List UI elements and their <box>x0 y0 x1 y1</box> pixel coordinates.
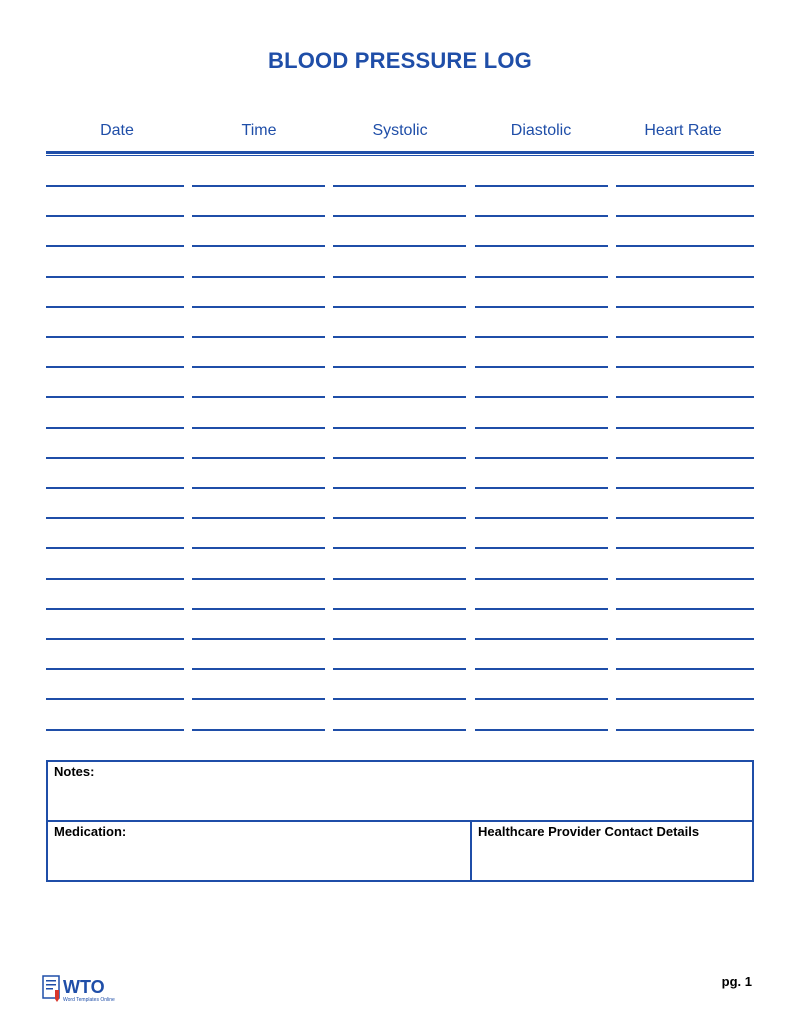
entry-line-heart-rate[interactable] <box>616 578 754 580</box>
document-icon <box>43 976 59 1002</box>
entry-line-systolic[interactable] <box>333 517 466 519</box>
column-header-date: Date <box>100 122 134 139</box>
entry-line-time[interactable] <box>192 185 325 187</box>
entry-line-date[interactable] <box>46 366 184 368</box>
entry-line-date[interactable] <box>46 427 184 429</box>
entry-line-date[interactable] <box>46 306 184 308</box>
entry-line-diastolic[interactable] <box>475 215 608 217</box>
entry-line-diastolic[interactable] <box>475 457 608 459</box>
entry-line-diastolic[interactable] <box>475 396 608 398</box>
entry-line-time[interactable] <box>192 427 325 429</box>
entry-line-date[interactable] <box>46 185 184 187</box>
entry-line-time[interactable] <box>192 396 325 398</box>
medication-label: Medication: <box>54 824 127 839</box>
entry-line-heart-rate[interactable] <box>616 185 754 187</box>
entry-line-heart-rate[interactable] <box>616 245 754 247</box>
entry-line-date[interactable] <box>46 457 184 459</box>
entry-line-time[interactable] <box>192 547 325 549</box>
column-header-time: Time <box>241 122 277 139</box>
column-header-diastolic: Diastolic <box>510 122 572 139</box>
entry-line-date[interactable] <box>46 215 184 217</box>
entry-line-diastolic[interactable] <box>475 366 608 368</box>
entry-line-diastolic[interactable] <box>475 729 608 731</box>
entry-line-time[interactable] <box>192 336 325 338</box>
notes-label: Notes: <box>54 764 95 779</box>
entry-line-diastolic[interactable] <box>475 668 608 670</box>
entry-line-systolic[interactable] <box>333 638 466 640</box>
entry-line-time[interactable] <box>192 276 325 278</box>
entry-line-date[interactable] <box>46 517 184 519</box>
entry-line-systolic[interactable] <box>333 245 466 247</box>
entry-line-systolic[interactable] <box>333 396 466 398</box>
entry-line-date[interactable] <box>46 276 184 278</box>
entry-line-systolic[interactable] <box>333 336 466 338</box>
entry-line-time[interactable] <box>192 578 325 580</box>
entry-line-diastolic[interactable] <box>475 547 608 549</box>
entry-line-systolic[interactable] <box>333 668 466 670</box>
entry-line-systolic[interactable] <box>333 306 466 308</box>
entry-line-heart-rate[interactable] <box>616 698 754 700</box>
entry-line-systolic[interactable] <box>333 185 466 187</box>
logo-text: WTO <box>63 977 105 997</box>
entry-line-heart-rate[interactable] <box>616 366 754 368</box>
page-title: BLOOD PRESSURE LOG <box>268 48 532 73</box>
entry-line-systolic[interactable] <box>333 276 466 278</box>
entry-line-systolic[interactable] <box>333 487 466 489</box>
entry-line-time[interactable] <box>192 457 325 459</box>
entry-line-heart-rate[interactable] <box>616 215 754 217</box>
entry-line-heart-rate[interactable] <box>616 729 754 731</box>
entry-line-time[interactable] <box>192 608 325 610</box>
entry-line-diastolic[interactable] <box>475 638 608 640</box>
entry-line-systolic[interactable] <box>333 729 466 731</box>
entry-line-diastolic[interactable] <box>475 427 608 429</box>
entry-line-diastolic[interactable] <box>475 245 608 247</box>
entry-line-time[interactable] <box>192 698 325 700</box>
entry-line-systolic[interactable] <box>333 698 466 700</box>
entry-line-systolic[interactable] <box>333 578 466 580</box>
entry-line-date[interactable] <box>46 578 184 580</box>
entry-line-heart-rate[interactable] <box>616 276 754 278</box>
entry-line-systolic[interactable] <box>333 547 466 549</box>
entry-line-heart-rate[interactable] <box>616 638 754 640</box>
entry-line-heart-rate[interactable] <box>616 457 754 459</box>
entry-line-heart-rate[interactable] <box>616 306 754 308</box>
entry-line-diastolic[interactable] <box>475 578 608 580</box>
entry-line-diastolic[interactable] <box>475 698 608 700</box>
entry-line-date[interactable] <box>46 608 184 610</box>
entry-line-diastolic[interactable] <box>475 608 608 610</box>
entry-line-systolic[interactable] <box>333 608 466 610</box>
entry-line-diastolic[interactable] <box>475 517 608 519</box>
wto-logo <box>42 974 132 1004</box>
entry-line-date[interactable] <box>46 547 184 549</box>
entry-line-diastolic[interactable] <box>475 487 608 489</box>
entry-line-date[interactable] <box>46 487 184 489</box>
entry-line-systolic[interactable] <box>333 215 466 217</box>
entry-line-time[interactable] <box>192 668 325 670</box>
provider-contact-label: Healthcare Provider Contact Details <box>478 824 700 839</box>
entry-line-heart-rate[interactable] <box>616 396 754 398</box>
header-rule <box>46 151 754 154</box>
entry-line-time[interactable] <box>192 245 325 247</box>
entry-line-date[interactable] <box>46 245 184 247</box>
entry-line-date[interactable] <box>46 729 184 731</box>
entry-line-heart-rate[interactable] <box>616 427 754 429</box>
entry-line-time[interactable] <box>192 487 325 489</box>
notes-box[interactable] <box>46 760 754 822</box>
entry-line-time[interactable] <box>192 517 325 519</box>
entry-line-diastolic[interactable] <box>475 276 608 278</box>
entry-line-date[interactable] <box>46 336 184 338</box>
entry-line-heart-rate[interactable] <box>616 668 754 670</box>
entry-line-time[interactable] <box>192 215 325 217</box>
entry-line-date[interactable] <box>46 638 184 640</box>
entry-line-systolic[interactable] <box>333 457 466 459</box>
column-header-systolic: Systolic <box>372 122 428 139</box>
entry-line-date[interactable] <box>46 698 184 700</box>
column-header-heart-rate: Heart Rate <box>644 122 722 139</box>
entry-line-diastolic[interactable] <box>475 336 608 338</box>
entry-line-time[interactable] <box>192 366 325 368</box>
entry-line-systolic[interactable] <box>333 427 466 429</box>
entry-line-systolic[interactable] <box>333 366 466 368</box>
page-number: pg. 1 <box>721 974 752 989</box>
header-rule-thin <box>46 155 754 156</box>
entry-line-heart-rate[interactable] <box>616 487 754 489</box>
entry-line-time[interactable] <box>192 638 325 640</box>
entry-line-time[interactable] <box>192 306 325 308</box>
entry-line-diastolic[interactable] <box>475 306 608 308</box>
entry-line-heart-rate[interactable] <box>616 547 754 549</box>
entry-line-heart-rate[interactable] <box>616 608 754 610</box>
entry-line-time[interactable] <box>192 729 325 731</box>
entry-line-date[interactable] <box>46 668 184 670</box>
entry-line-heart-rate[interactable] <box>616 336 754 338</box>
entry-line-diastolic[interactable] <box>475 185 608 187</box>
logo-subtext: Word Templates Online <box>63 997 115 1003</box>
entry-line-heart-rate[interactable] <box>616 517 754 519</box>
entry-line-date[interactable] <box>46 396 184 398</box>
